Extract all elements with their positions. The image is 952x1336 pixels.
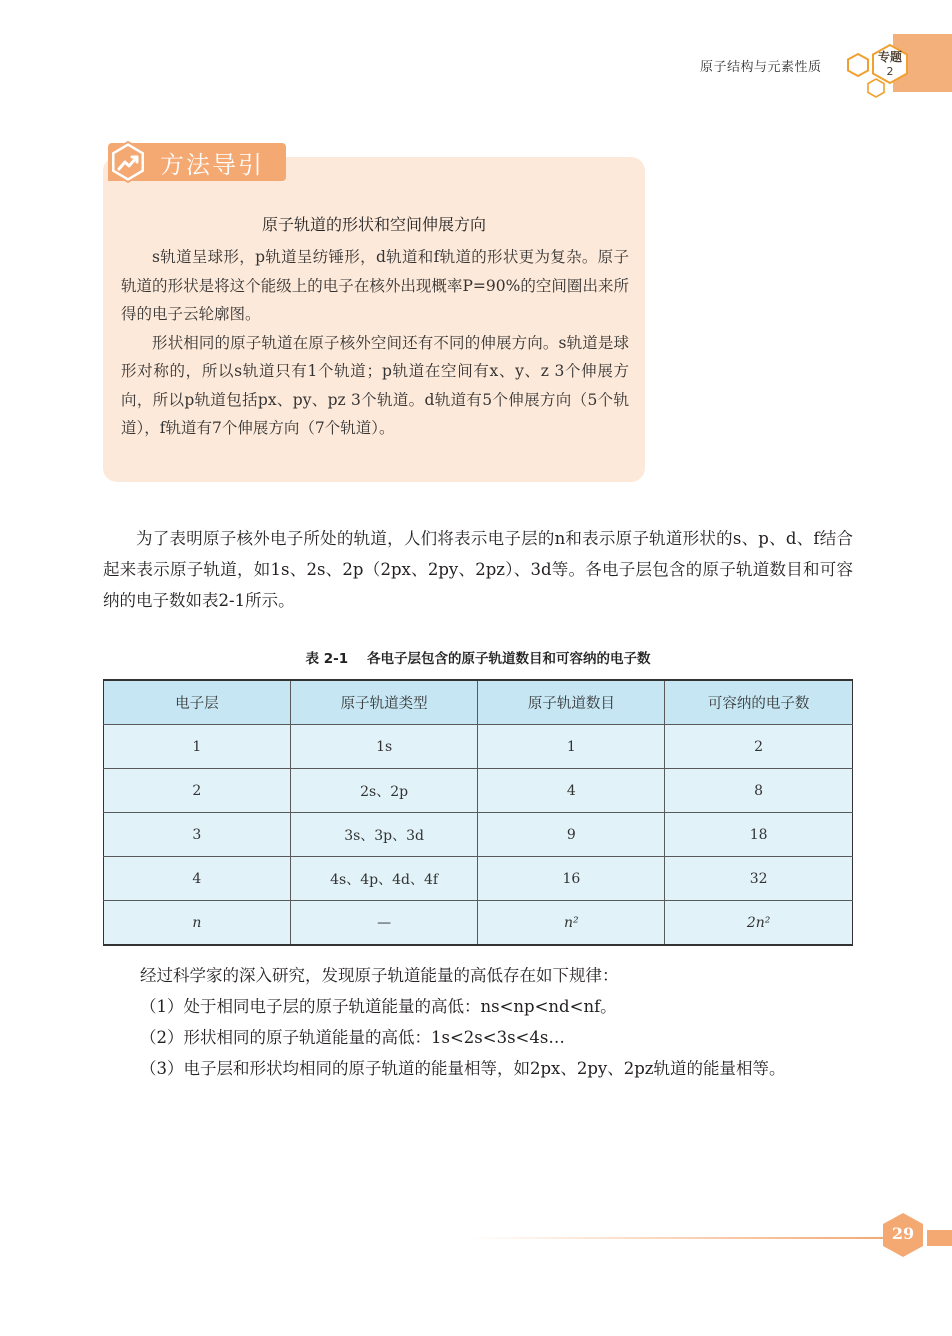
table-row xyxy=(104,813,853,857)
body-paragraph: 为了表明原子核外电子所处的轨道，人们将表示电子层的n和表示原子轨道形状的s、p、d、f结合起来表示原子轨道，如1s、2s、2p（2px、2py、2pz）、3d等。各电子层包含的原子轨道数目和可容纳的电子数如表2-1所示。 xyxy=(103,529,853,610)
table-cell: 1 xyxy=(478,725,665,769)
table-cell: 4s、4p、4d、4f xyxy=(290,857,478,901)
table-header-cell: 电子层 xyxy=(104,680,291,725)
small-hexagon-icon xyxy=(866,78,886,98)
table-cell: 2 xyxy=(665,725,853,769)
rules-intro: 经过科学家的深入研究，发现原子轨道能量的高低存在如下规律： xyxy=(140,966,619,985)
orbital-table xyxy=(103,679,853,946)
table-cell: 3 xyxy=(104,813,291,857)
method-body xyxy=(121,243,629,443)
footer-accent-bar xyxy=(927,1230,952,1246)
rule-item: （2）形状相同的原子轨道能量的高低：1s<2s<3s<4s… xyxy=(140,1028,565,1047)
topic-number: 2 xyxy=(886,65,894,78)
method-guide-label: 方法导引 xyxy=(160,151,264,179)
hexagon-decoration-icon xyxy=(846,52,870,78)
rule-item: （3）电子层和形状均相同的原子轨道的能量相等，如2px、2py、2pz轨道的能量相等。 xyxy=(140,1059,786,1078)
table-cell: 32 xyxy=(665,857,853,901)
method-heading: 原子轨道的形状和空间伸展方向 xyxy=(261,215,486,234)
table-cell: n xyxy=(104,901,291,946)
table-row xyxy=(104,901,853,946)
table-cell: 4 xyxy=(478,769,665,813)
page-number: 29 xyxy=(891,1224,915,1243)
table-cell: 18 xyxy=(665,813,853,857)
table-row xyxy=(104,857,853,901)
table-row xyxy=(104,725,853,769)
table-caption-text: 各电子层包含的原子轨道数目和可容纳的电子数 xyxy=(366,651,651,667)
method-paragraph-1: s轨道呈球形，p轨道呈纺锤形，d轨道和f轨道的形状更为复杂。原子轨道的形状是将这个能级上的电子在核外出现概率P=90%的空间圈出来所得的电子云轮廓图。 xyxy=(121,248,629,323)
table-cell: 1 xyxy=(104,725,291,769)
table-cell: 8 xyxy=(665,769,853,813)
table-cell: 2s、2p xyxy=(290,769,478,813)
chart-up-icon xyxy=(106,140,150,184)
table-cell: — xyxy=(290,901,478,946)
energy-rules xyxy=(140,960,860,1084)
table-header-cell: 原子轨道数目 xyxy=(478,680,665,725)
table-cell: 1s xyxy=(290,725,478,769)
method-paragraph-2: 形状相同的原子轨道在原子核外空间还有不同的伸展方向。s轨道是球形对称的，所以s轨道只有1个轨道；p轨道在空间有x、y、z 3个伸展方向，所以p轨道包括px、py、pz 3个轨道。d轨道有5个伸展方向（5个轨道），f轨道有7个伸展方向（7个轨道）。 xyxy=(121,333,629,437)
table-cell: 16 xyxy=(478,857,665,901)
body-text xyxy=(103,523,853,616)
table-cell: 2n² xyxy=(665,901,853,946)
footer-line xyxy=(470,1237,890,1239)
table-header-cell: 可容纳的电子数 xyxy=(665,680,853,725)
table-cell: n² xyxy=(478,901,665,946)
rule-item: （1）处于相同电子层的原子轨道能量的高低：ns<np<nd<nf。 xyxy=(140,997,617,1016)
table-header-row xyxy=(104,680,853,725)
table-cell: 3s、3p、3d xyxy=(290,813,478,857)
chapter-title: 原子结构与元素性质 xyxy=(700,60,822,75)
topic-label: 专题 xyxy=(877,50,902,64)
table-cell: 4 xyxy=(104,857,291,901)
table-cell: 9 xyxy=(478,813,665,857)
table-row xyxy=(104,769,853,813)
table-caption-label: 表 2-1 xyxy=(305,651,349,667)
table-header-cell: 原子轨道类型 xyxy=(290,680,478,725)
table-caption xyxy=(103,647,853,667)
table-cell: 2 xyxy=(104,769,291,813)
